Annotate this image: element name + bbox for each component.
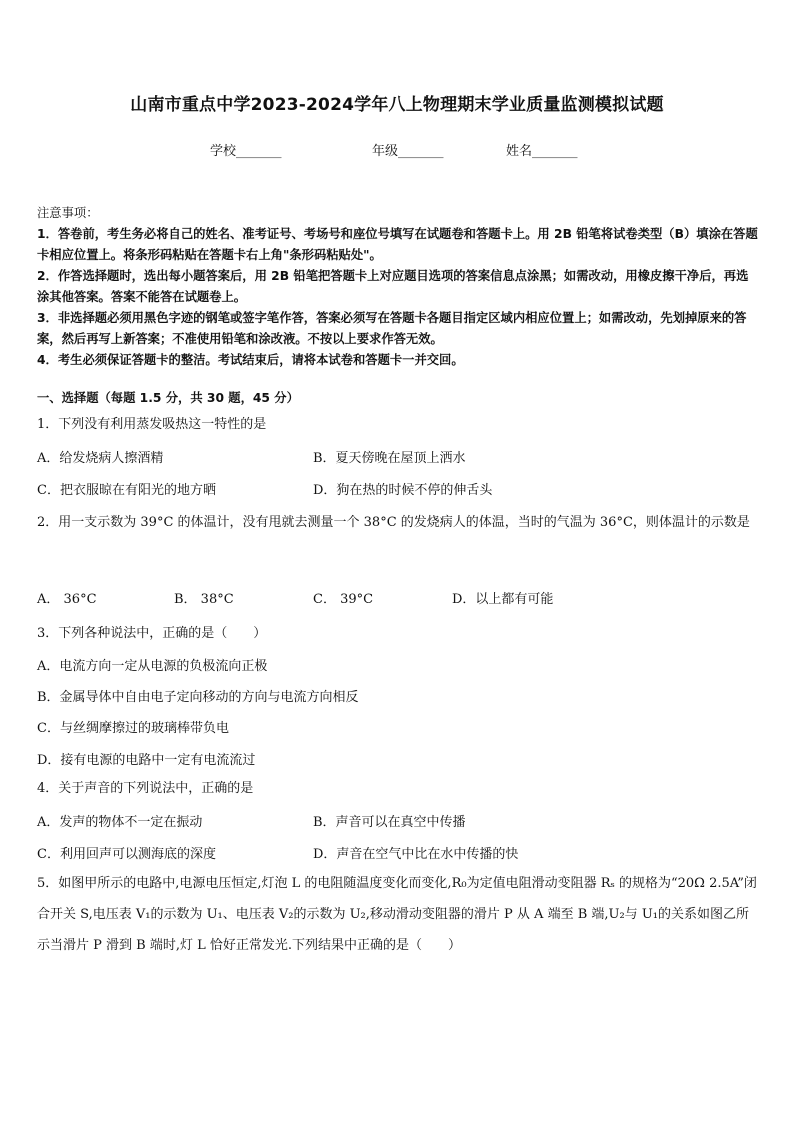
note-item-2: 2．作答选择题时，选出每小题答案后，用 2B 铅笔把答题卡上对应题目选项的答案信息点涂黑；如需改动，用橡皮擦干净后，再选涂其他答案。答案不能答在试题卷上。: [37, 269, 749, 304]
q3-option-b[interactable]: B．金属导体中自由电子定向移动的方向与电流方向相反: [37, 690, 359, 705]
q2-option-d[interactable]: D．以上都有可能: [452, 592, 554, 607]
q2-option-c[interactable]: C． 39°C: [313, 592, 374, 607]
q1-option-b[interactable]: B．夏天傍晚在屋顶上洒水: [313, 451, 466, 466]
q4-option-d[interactable]: D．声音在空气中比在水中传播的快: [313, 847, 519, 862]
q1-option-d[interactable]: D．狗在热的时候不停的伸舌头: [313, 483, 493, 498]
section-heading: 一、选择题（每题 1.5 分，共 30 题，45 分）: [37, 391, 299, 405]
q2-stem: 2．用一支示数为 39°C 的体温计，没有甩就去测量一个 38°C 的发烧病人的体温，当时的气温为 36°C，则体温计的示数是: [37, 515, 750, 530]
q3-option-a[interactable]: A．电流方向一定从电源的负极流向正极: [37, 659, 268, 674]
q4-option-c[interactable]: C．利用回声可以测海底的深度: [37, 847, 216, 862]
q3-stem: 3．下列各种说法中，正确的是（ ）: [37, 626, 267, 641]
note-item-1: 1．答卷前，考生务必将自己的姓名、准考证号、考场号和座位号填写在试题卷和答题卡上。用 2B 铅笔将试卷类型（B）填涂在答题卡相应位置上。将条形码粘贴在答题卡右上角"条形码粘贴处"。: [37, 227, 758, 262]
q3-option-c[interactable]: C．与丝绸摩擦过的玻璃棒带负电: [37, 721, 229, 736]
name-field[interactable]: 姓名_______: [506, 144, 578, 159]
q1-option-c[interactable]: C．把衣服晾在有阳光的地方晒: [37, 483, 216, 498]
school-field[interactable]: 学校_______: [210, 144, 282, 159]
notes-block: [37, 203, 759, 371]
q2-option-b[interactable]: B． 38°C: [174, 592, 234, 607]
grade-field[interactable]: 年级_______: [372, 144, 444, 159]
q4-option-b[interactable]: B．声音可以在真空中传播: [313, 815, 466, 830]
notes-heading: 注意事项：: [37, 206, 99, 220]
q1-option-a[interactable]: A．给发烧病人擦酒精: [37, 451, 164, 466]
q4-option-a[interactable]: A．发声的物体不一定在振动: [37, 815, 203, 830]
exam-title: 山南市重点中学2023-2024学年八上物理期末学业质量监测模拟试题: [130, 95, 664, 115]
q4-stem: 4．关于声音的下列说法中，正确的是: [37, 781, 254, 796]
q5-stem: 5．如图甲所示的电路中,电源电压恒定,灯泡 L 的电阻随温度变化而变化,R₀为定值电阻滑动变阻器 Rₛ 的规格为“20Ω 2.5A”闭合开关 S,电压表 V₁的示数为 U₁、电压表 V₂的示数为 U₂,移动滑动变阻器的滑片 P 从 A 端至 B 端,U₂与 U₁的关系如图乙所示当滑片 P 滑到 B 端时,灯 L 恰好正常发光.下列结果中正确的是（ ）: [37, 876, 757, 953]
note-item-4: 4．考生必须保证答题卡的整洁。考试结束后，请将本试卷和答题卡一并交回。: [37, 353, 464, 367]
q1-stem: 1．下列没有利用蒸发吸热这一特性的是: [37, 417, 267, 432]
note-item-3: 3．非选择题必须用黑色字迹的钢笔或签字笔作答，答案必须写在答题卡各题目指定区域内相应位置上；如需改动，先划掉原来的答案，然后再写上新答案；不准使用铅笔和涂改液。不按以上要求作答无效。: [37, 311, 747, 346]
q3-option-d[interactable]: D．接有电源的电路中一定有电流流过: [37, 753, 256, 768]
q2-option-a[interactable]: A． 36°C: [37, 592, 97, 607]
